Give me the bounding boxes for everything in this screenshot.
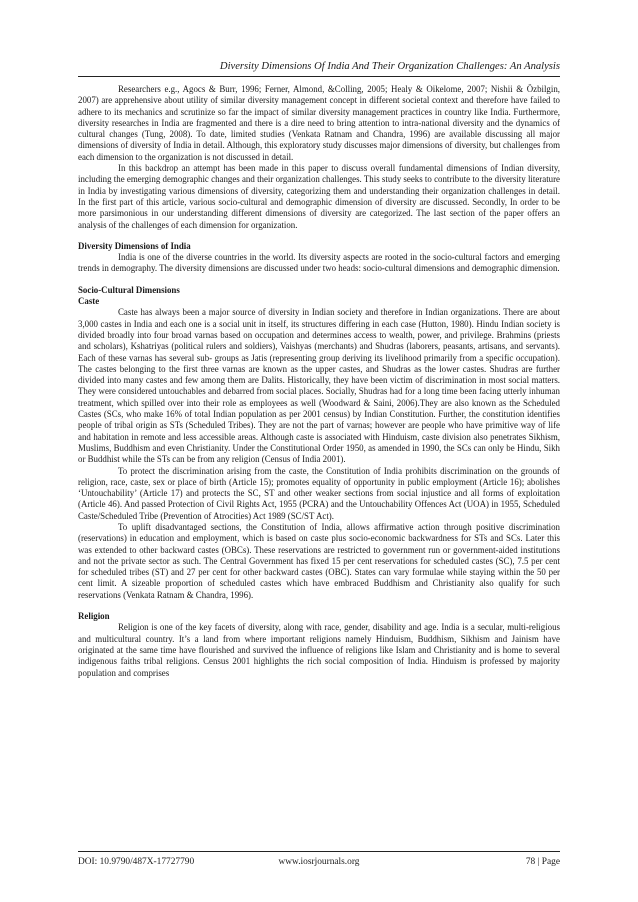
intro-paragraph-1: Researchers e.g., Agocs & Burr, 1996; Ferner, Almond, &Colling, 2005; Healy & Oikelome, 2007; Nishii & Özbilgin, 2007) are apprehensive about utility of similar diversity management concept in different societal context and therefore have failed to adhere to its mechanics and scrutinize so far the impact of similar diversity management practices in country like India. Furthermore, diversity researches in India are fragmented and there is a dire need to bring attention to intra-national diversity and the dynamics of cultural changes (Tung, 2008). To date, limited studies (Venkata Ratnam and Chandra, 1996) are available discussing all major dimensions of diversity of India in detail. Although, this exploratory study discusses major dimensions of diversity, but challenges from each dimension to the organization is not discussed in detail. <box>78 84 560 162</box>
article-body <box>78 84 560 679</box>
header-rule <box>78 76 560 77</box>
subsection-heading-religion: Religion <box>78 611 110 622</box>
intro-paragraph-2: In this backdrop an attempt has been made in this paper to discuss overall fundamental dimensions of Indian diversity, including the emerging demographic changes and their organization challenges. This study seeks to contribute to the diversity literature in India by investigating various dimensions of diversity, categorizing them and understanding their organization challenges in detail. In the first part of this article, various socio-cultural and demographic dimension of diversity are discussed. Secondly, In order to be more parsimonious in our understanding different dimensions of diversity are categorized. The last section of the paper offers an analysis of the challenges of each dimension for organization. <box>78 163 560 230</box>
caste-paragraph-1: Caste has always been a major source of diversity in Indian society and therefore in Indian organizations. There are about 3,000 castes in India and each one is a social unit in itself, its structures differing in each case (Hutton, 1980). Hindu Indian society is divided broadly into four broad varnas based on occupation and determines access to wealth, power, and privilege. Brahmins (priests and scholars), Kshatriyas (political rulers and soldiers), Vaishyas (merchants) and Shudras (laborers, peasants, artisans, and servants). Each of these varnas has several sub- groups as Jatis (representing group deriving its livelihood primarily from a specific occupation). The castes belonging to the first three varnas are known as the upper castes, and Shudras as the lower castes. Shudras are further divided into many castes and few among them are Dalits. Historically, they have been victim of discrimination in most social matters. They were considered untouchables and debarred from social places. Socially, Shudras had for a long time been facing utterly inhuman treatment, which spilled over into their role as employees as well (Woodward & Saini, 2006).They are also known as the Scheduled Castes (SCs, who make 16% of total Indian population as per 2001 census) by Indian Constitution. Further, the constitution identifies people of tribal origin as STs (Scheduled Tribes). They are not the part of varnas; however are people who have primitive way of life and habitation in remote and less accessible areas. Although caste is associated with Hinduism, caste division also penetrates Sikhism, Muslims, Buddhism and even Christianity. Under the Constitutional Order 1950, as amended in 1990, the SCs can only be Hindu, Sikh or Buddhist while the STs can be from any religion (Census of India 2001). <box>78 307 560 465</box>
caste-paragraph-2: To protect the discrimination arising from the caste, the Constitution of India prohibits discrimination on the grounds of religion, race, caste, sex or place of birth (Article 15); promotes equality of opportunity in public employment (Article 16); abolishes ‘Untouchability’ (Article 17) and protects the SC, ST and other weaker sections from social injustice and all forms of exploitation (Article 46). And passed Protection of Civil Rights Act, 1955 (PCRA) and the Untouchability Offences Act (UOA) in 1955, Scheduled Caste/Scheduled Tribe (Prevention of Atrocities) Act 1989 (SC/ST Act). <box>78 465 560 521</box>
page-footer <box>78 855 560 869</box>
section-heading-socio-cultural: Socio-Cultural Dimensions <box>78 284 180 295</box>
running-header: Diversity Dimensions Of India And Their Organization Challenges: An Analysis <box>219 61 560 72</box>
footer-website: www.iosrjournals.org <box>278 857 360 867</box>
religion-paragraph-1: Religion is one of the key facets of diversity, along with race, gender, disability and age. India is a secular, multi-religious and multicultural country. It’s a land from where important religions namely Hinduism, Buddhism, Sikhism and Jainism have originated at the same time have flourished and survived the influence of religions like Islam and Christianity and is home to several indigenous faiths tribal religions. Census 2001 highlights the rich social composition of India. Hinduism is professed by majority population and comprises <box>78 622 560 678</box>
section-heading-diversity: Diversity Dimensions of India <box>78 240 191 251</box>
footer-rule <box>78 851 560 852</box>
footer-doi: DOI: 10.9790/487X-17727790 <box>78 857 195 867</box>
subsection-heading-caste: Caste <box>78 296 100 307</box>
diversity-paragraph: India is one of the diverse countries in the world. Its diversity aspects are rooted in the socio-cultural factors and emerging trends in demography. The diversity dimensions are discussed under two heads: socio-cultural dimensions and demographic dimension. <box>78 252 560 274</box>
footer-page-number: 78 | Page <box>525 857 560 867</box>
caste-paragraph-3: To uplift disadvantaged sections, the Constitution of India, allows affirmative action through positive discrimination (reservations) in education and employment, which is based on caste plus socio-economic backwardness for STs and SCs. Later this was extended to other backward castes (OBCs). These reservations are restricted to government run or government-aided institutions and not the private sector as such. The Central Government has fixed 15 per cent reservations for scheduled castes (SC), 7.5 per cent for scheduled tribes (ST) and 27 per cent for other backward castes (OBC). States can vary formulae while staying within the 50 per cent limit. A sizeable proportion of scheduled castes which have embraced Buddhism and Christianity also qualify for such reservations (Venkata Ratnam & Chandra, 1996). <box>78 521 560 600</box>
